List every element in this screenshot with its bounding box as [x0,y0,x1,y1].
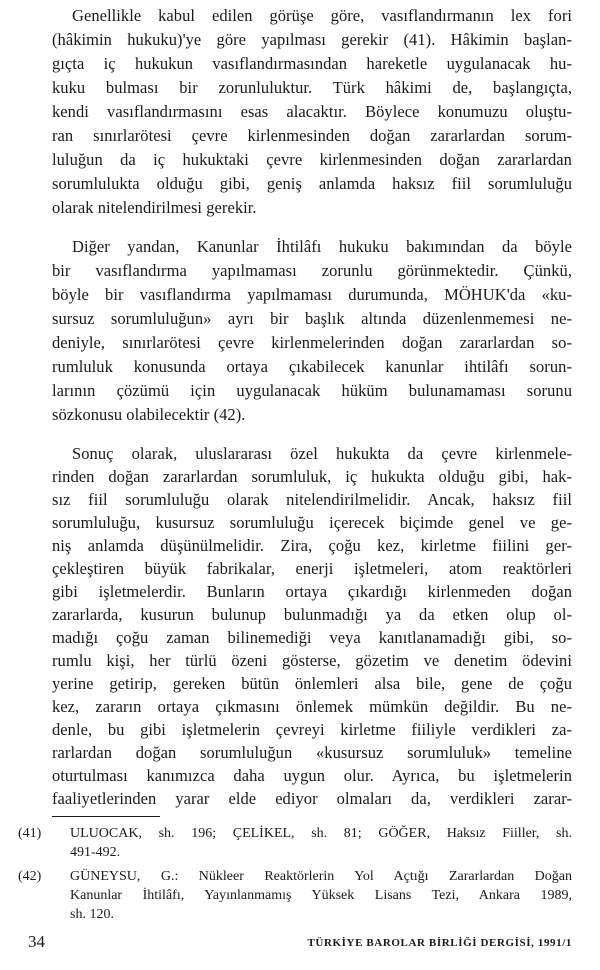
text-line: sursuz sorumluluğun» ayrı bir başlık altında düzenlenmemesi ne- [52,309,572,328]
text-line: rumlu kişi, her türlü özeni gösterse, gözetim ve denetim ödevini [52,651,572,670]
text-line: deniyle, sınırlarötesi çevre kirlenmelerinden doğan zararlardan so- [52,333,572,352]
text-line: faaliyetlerinden yarar elde ediyor olmaları da, verdikleri zarar- [52,789,572,808]
text-line: olarak nitelendirilmesi gerekir. [52,198,257,217]
text-line: niş anlamda düşünülmelidir. Zira, çoğu kez, kirletme fiilini ger- [52,536,572,555]
text-line: luluğun da iç hukuktaki çevre kirlenmesinden doğan zararlardan [52,150,572,169]
journal-name: TÜRKİYE BAROLAR BİRLİĞİ DERGİSİ, 1991/1 [307,937,572,949]
footnote-text: 491-492. [70,845,121,860]
text-line: sözkonusu olabilecektir (42). [52,405,246,424]
text-line: Sonuç olarak, uluslararası özel hukukta da çevre kirlenmele- [72,444,572,463]
text-line: kendi vasıflandırmasını esas alacaktır. Böylece konumuzu oluştu- [52,102,572,121]
text-line: sorumluluğu, kusursuz sorumluluğu içerecek biçimde genel ve ge- [52,513,572,532]
footnote-41-continuation [18,843,572,862]
footnote-42-continuation [18,886,572,905]
text-line: rarlardan doğan sorumluluğun «kusursuz sorumluluk» temeline [52,743,572,762]
text-line: larının çözümü için uygulanacak hüküm bulunamaması sorunu [52,381,572,400]
footnote-number: (42) [18,869,42,884]
text-line: madığı çoğu zaman bilinemediği veya kanıtlanamadığı gibi, so- [52,628,572,647]
text-line: denle, bu gibi işletmelerin çevreyi kirletme fiiliyle verdikleri za- [52,720,572,739]
footnote-42-continuation [18,905,572,924]
footnote-text: ULUOCAK, sh. 196; ÇELİKEL, sh. 81; GÖĞER, Haksız Fiiller, sh. [70,826,572,841]
text-line: bir vasıflandırma yapılmaması zorunlu görünmektedir. Çünkü, [52,261,572,280]
footnote-number: (41) [18,826,42,841]
footnote-separator [52,816,160,817]
text-line: sorumlulukta olduğu gibi, geniş anlamda haksız fiil sorumluluğu [52,174,572,193]
text-line: zararlarda, kusurun bulunup bulunmadığı ya da etken olup ol- [52,605,572,624]
text-line: çekleştiren büyük fabrikalar, enerji işletmeleri, atom reaktörleri [52,559,572,578]
text-line: sız fiil sorumluluğu olarak nitelendirilmelidir. Ancak, haksız fiil [52,490,572,509]
text-line: ran sınırlarötesi çevre kirlenmesinden doğan zararlardan sorum- [52,126,572,145]
footnote-text: sh. 120. [70,907,114,922]
text-line: gibi işletmelerdir. Bunların ortaya çıkardığı kirlenmeden doğan [52,582,572,601]
text-line: rinden doğan zararlardan sorumluluk, iç hukukta olduğu gibi, hak- [52,467,572,486]
text-line: yerine getirip, gereken bütün önlemleri alsa bile, gene de çoğu [52,674,572,693]
text-line: rumluluk konusunda ortaya çıkabilecek kanunlar ihtilâfı sorun- [52,357,572,376]
text-line: (hâkimin hukuku)'ye göre yapılması gerekir (41). Hâkimin başlan- [52,30,572,49]
footnote-text: GÜNEYSU, G.: Nükleer Reaktörlerin Yol Açtığı Zararlardan Doğan [70,869,572,884]
text-line: gıçta iç hukukun vasıflandırmasından hareketle uygulanacak hu- [52,54,572,73]
footnote-41 [18,824,572,843]
footnote-text: Kanunlar İhtilâfı, Yayınlanmamış Yüksek Lisans Tezi, Ankara 1989, [70,888,572,903]
text-line: kez, zararın ortaya çıkmasını önlemek mümkün değildir. Bu ne- [52,697,572,716]
text-line: böyle bir vasıflandırma yapılmaması durumunda, MÖHUK'da «ku- [52,285,572,304]
text-line: Diğer yandan, Kanunlar İhtilâfı hukuku bakımından da böyle [72,237,572,256]
text-line: Genellikle kabul edilen görüşe göre, vasıflandırmanın lex fori [72,6,572,25]
page-number: 34 [28,932,45,951]
footnote-42 [18,867,572,886]
text-line: oturtulması kanımızca daha uygun olur. Ayrıca, bu işletmelerin [52,766,572,785]
text-line: kuku bulması bir zorunluluktur. Türk hâkimi de, başlangıçta, [52,78,572,97]
